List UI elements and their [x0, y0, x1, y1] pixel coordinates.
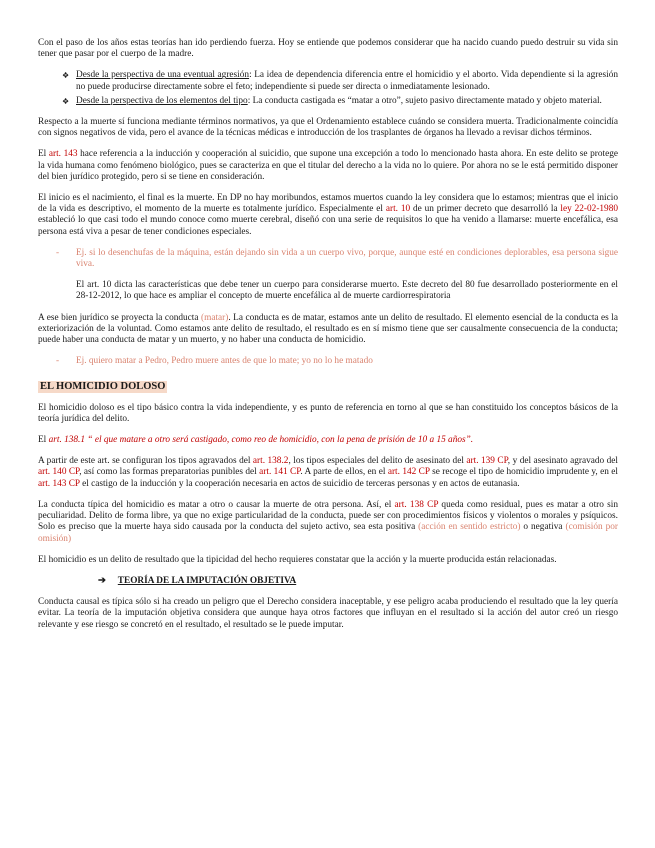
bullet-text: : La conducta castigada es “matar a otro”, sujeto pasivo directamente matado y objeto material.: [247, 95, 602, 106]
text-run: queda como residual, pues es matar a otro sin peculiaridad. Delito de forma libre, ya que no exige particularidad de la conducta, puede ser con procedimientos físicos y violentos o morales y psíquicos. Solo es preciso que la muerte haya sido causada por la conducta del sujeto activo, sea esta positiva: [38, 499, 619, 533]
paragraph-art-10: El art. 10 dicta las características que debe tener un cuerpo para considerarse muerto. Este decreto del 80 fue desarrollado posteriormente en el 28-12-2012, lo que hace es ampliar el concepto de muerte encefálica al de muerte cardiorrespiratoria: [76, 280, 618, 302]
text-run: el castigo de la inducción y la cooperación necesaria en actos de suicidio de terceras personas y en actos de eutanasia.: [79, 478, 520, 489]
text-run: , así como las formas preparatorias punibles del: [79, 467, 260, 478]
text-run: se recoge el tipo de homicidio imprudente y, en el: [429, 467, 618, 478]
text-run: El: [38, 435, 49, 446]
example-item: [38, 356, 618, 367]
list-item: [62, 95, 618, 107]
text-run: La conducta típica del homicidio es matar a otro o causar la muerte de otra persona. Así, el: [38, 499, 395, 510]
bullet-term: Desde la perspectiva de los elementos del tipo: [76, 95, 248, 106]
text-run: . La conducta es de matar, estamos ante un delito de resultado. El elemento esencial de la conducta es la exteriorización de la voluntad. Como estamos ante delito de resultado, el resultado es en sí mismo tiene que ser causalmente consecuencia de la conducta; puede haber una conducta de matar y un muerto, y no haber una conducta de homicidio.: [38, 312, 618, 346]
paragraph-conduct: [38, 313, 618, 347]
text-run: hace referencia a la inducción y cooperación al suicidio, que supone una excepción a todo lo mencionado hasta ahora. En este delito se protege la vida humana como fenómeno biológico, pues se caracteriza en que el titular del derecho a la vida no lo quiere. Por ahora no se le está permitido disponer del bien jurídico protegido, pero si se tiene en consideración.: [38, 149, 619, 182]
paragraph-resultado: El homicidio es un delito de resultado que la tipicidad del hecho requieres constatar que la acción y la muerte producida están relacionadas.: [38, 554, 557, 565]
highlight-term: (comisión por omisión): [38, 522, 618, 544]
law-reference: art. 139 CP: [466, 456, 508, 467]
bullet-text: : La idea de dependencia diferencia entre el homicidio y el aborto. Vida dependiente si la agresión no puede producirse directamente sobre el feto; independiente si puede ser directa o inmediatamente lesionado.: [76, 70, 618, 92]
paragraph-homicidio-basico: El homicidio doloso es el tipo básico contra la vida independiente, y es punto de referencia en torno al que se han constituido los conceptos básicos de la teoría jurídica del delito.: [38, 402, 618, 424]
diamond-bullet-icon: ❖: [62, 71, 70, 81]
section-heading: [38, 377, 618, 402]
heading-imputacion-objetiva: TEORÍA DE LA IMPUTACIÓN OBJETIVA: [117, 575, 297, 586]
perspective-list: [38, 70, 618, 107]
subsection-heading: [38, 576, 618, 587]
text-run: A ese bien jurídico se proyecta la conducta: [38, 312, 201, 323]
highlight-term: (acción en sentido estricto): [418, 522, 521, 533]
paragraph-art-143: [38, 149, 618, 183]
paragraph-art-138: [38, 435, 618, 446]
law-reference: ley 22-02-1980: [560, 204, 619, 215]
text-run: estableció lo que casi todo el mundo conoce como muerte cerebral, diseñó con una serie de requisitos lo que ha venido a llamarse: muerte encefálica, esa persona está viva a pesar de tener condiciones especiales.: [38, 215, 618, 237]
law-reference: art. 138.2: [252, 456, 289, 467]
example-text: Ej. quiero matar a Pedro, Pedro muere antes de que lo mate; yo no lo he matado: [76, 356, 373, 367]
law-reference: art. 142 CP: [387, 467, 430, 478]
bullet-term: Desde la perspectiva de una eventual agresión: [76, 70, 250, 81]
law-reference: art. 10: [385, 204, 411, 215]
example-text: Ej. si lo desenchufas de la máquina, están dejando sin vida a un cuerpo vivo, porque, aunque esté en condiciones deplorables, esa persona sigue viva.: [76, 247, 618, 270]
law-reference: art. 143: [48, 149, 78, 160]
example-item: [38, 248, 618, 270]
dash-bullet-icon: -: [56, 356, 60, 367]
diamond-bullet-icon: ❖: [62, 96, 70, 106]
paragraph-imputacion: Conducta causal es típica sólo si ha creado un peligro que el Derecho considera inaceptable, y ese peligro acaba produciendo el resultado que la ley quería evitar. La teoría de la imputación objetiva considera que aunque haya otros factores que influyan en el resultado si la acción del autor creó un riesgo relevante y ese riesgo se concretó en el resultado, el resultado se le puede imputar.: [38, 597, 618, 630]
text-run: o negativa: [520, 522, 566, 533]
text-run: A partir de este art. se configuran los tipos agravados del: [38, 456, 253, 467]
arrow-right-icon: ➔: [98, 575, 106, 586]
text-run: . A parte de ellos, en el: [300, 467, 388, 478]
law-reference: art. 143 CP: [38, 478, 80, 489]
text-run: de un primer decreto que desarrolló la: [410, 204, 561, 215]
heading-homicidio-doloso: EL HOMICIDIO DOLOSO: [40, 381, 166, 393]
paragraph-death: Respecto a la muerte sí funciona mediante términos normativos, ya que el Ordenamiento establece cuándo se considera muerta. Tradicionalmente coincidía con signos negativos de vida, pero el avance de la técnicas médicas e introducción de los trasplantes de órganos ha llevado a revisar dichos términos.: [38, 117, 618, 139]
law-reference: art. 138 CP: [394, 499, 439, 510]
paragraph-conducta-tipica: [38, 500, 618, 545]
text-run: , y del asesinato agravado del: [507, 456, 618, 467]
text-run: , los tipos especiales del delito de asesinato del: [288, 456, 467, 467]
text-run: El: [38, 149, 49, 160]
law-reference: art. 141 CP: [259, 467, 301, 478]
highlight-term: (matar): [201, 312, 229, 323]
list-item: [62, 70, 618, 92]
law-reference: art. 140 CP: [38, 467, 80, 478]
document-page: [38, 38, 618, 641]
law-quote: art. 138.1 “ el que matare a otro será castigado, como reo de homicidio, con la pena de prisión de 10 a 15 años”.: [48, 435, 474, 446]
paragraph-start-end: [38, 193, 618, 238]
paragraph-agravados: [38, 456, 618, 490]
text-run: El inicio es el nacimiento, el final es la muerte. En DP no hay moribundos, estamos muertos cuando la ley considera que lo estamos; mientras que el inicio de la vida es descriptivo, el momento de la muerte es totalmente jurídico. Especialmente el: [38, 193, 618, 215]
dash-bullet-icon: -: [56, 247, 60, 258]
paragraph-birth: Con el paso de los años estas teorías han ido perdiendo fuerza. Hoy se entiende que podemos considerar que ha nacido cuando puedo destruir su vida sin tener que pasar por el cuerpo de la madre.: [38, 38, 618, 60]
